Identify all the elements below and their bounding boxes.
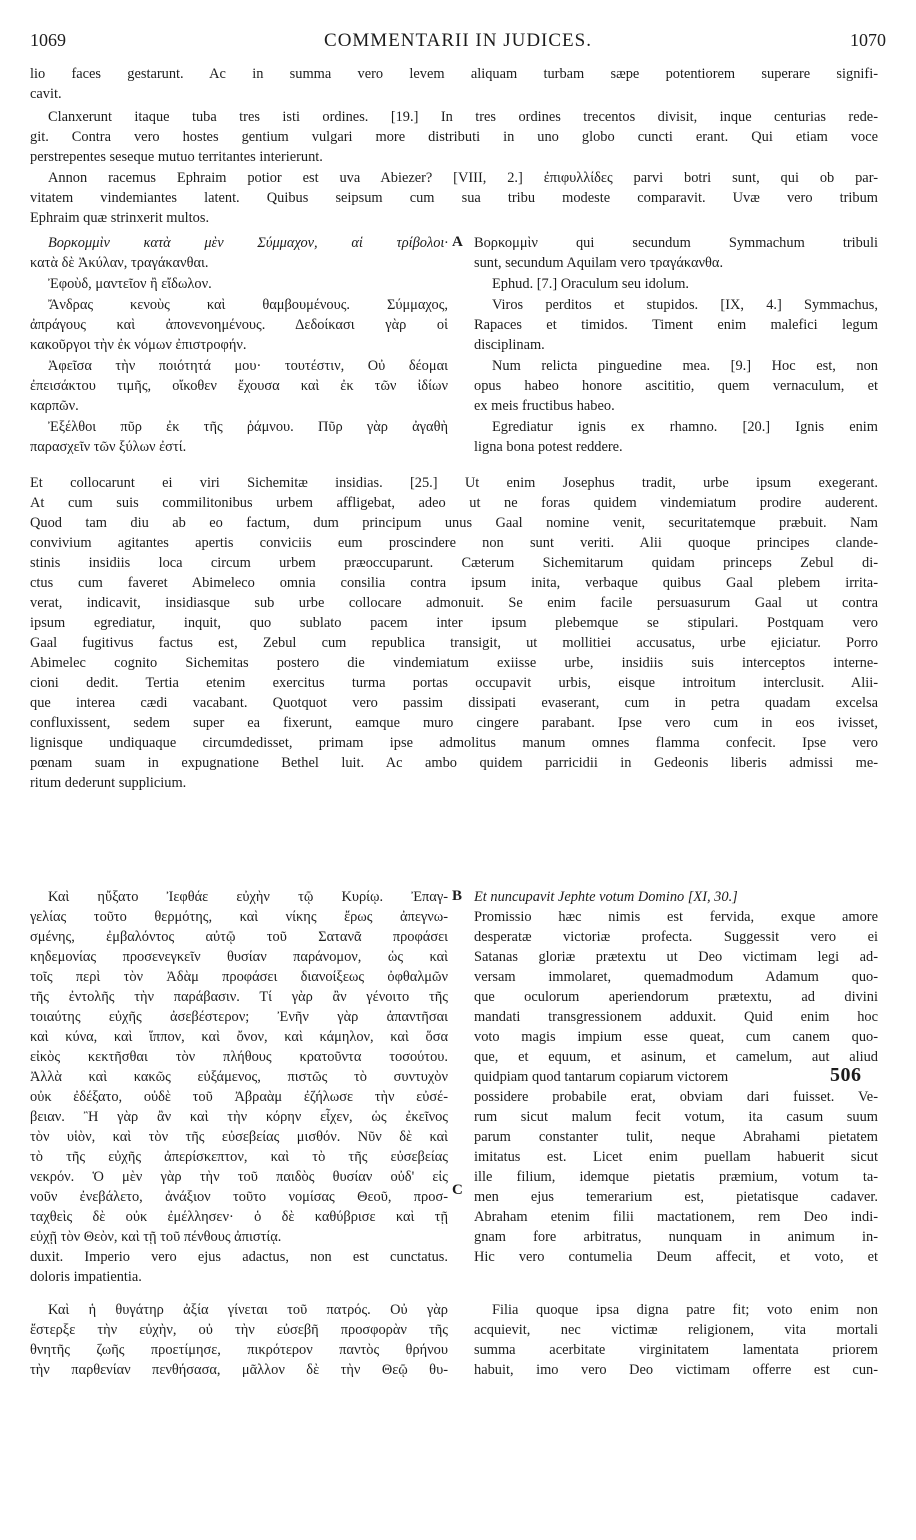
text-line: confluxissent, sedem super ea fixerunt, eamque muro cingere parabant. Ipse vero cum in eos ivisset, xyxy=(30,715,878,731)
greek-line: κακοῦργοι τὴν ἐκ νόμων ἐπιστροφήν. xyxy=(30,337,247,353)
greek-line: βειαν. Ἢ γὰρ ἂν καὶ τὴν κόρην εἶχεν, ὡς ἐκεῖνος xyxy=(30,1109,448,1125)
latin-line: imitatus est. Licet enim puellam habuerit sicut xyxy=(474,1149,878,1165)
greek-line: εὐχῇ τὸν Θεὸν, καὶ τῇ τοῦ πένθους ἀπιστίᾳ. xyxy=(30,1229,282,1245)
greek-line: Ἀφεῖσα τὴν ποιότητά μου· τουτέστιν, Οὐ δέομαι xyxy=(48,358,448,374)
running-title: COMMENTARII IN JUDICES. xyxy=(324,30,592,51)
latin-line: rum sicut malum fecit votum, ita casum suum xyxy=(474,1109,878,1125)
greek-line: ἔστερξε τὴν εὐχὴν, οὐ τὴν εὐσεβῆ προσφορὰν τῆς xyxy=(30,1322,448,1338)
text-line: Annon racemus Ephraim potior est uva Abiezer? [VIII, 2.] ἐπιφυλλίδες parvi botri sunt, qui ob par- xyxy=(48,170,878,186)
text-line: At cum suis commilitonibus urbem affligebat, adeo ut ne foras quidem vindemiatum prodire auderent. xyxy=(30,495,878,511)
text-line: ctus cum faveret Abimeleco omnia consilia contra ipsum inita, verbaque quibus Gaal plebem irrita- xyxy=(30,575,878,591)
margin-marker-b: B xyxy=(452,888,463,904)
page-number-left: 1069 xyxy=(30,30,66,50)
text-line: doloris impatientia. xyxy=(30,1269,142,1285)
text-line: Ephraim quæ strinxerit multos. xyxy=(30,210,210,226)
latin-line: habuit, imo vero Deo victimam offerre est cun- xyxy=(474,1362,878,1378)
latin-line: ligna bona potest reddere. xyxy=(474,439,623,455)
text-line: que interea cædi vacabant. Quotquot vero passim dissipati evaserant, cum in petra quadam excelsa xyxy=(30,695,878,711)
page-number-right: 1070 xyxy=(850,30,886,50)
latin-line: gnam fore arbitratus, nunquam in animum in- xyxy=(474,1229,878,1245)
latin-line: que, et equum, et asinum, et camelum, aut aliud xyxy=(474,1049,878,1065)
latin-line: sunt, secundum Aquilam vero τραγάκανθα. xyxy=(474,255,724,271)
latin-line: Viros perditos et stupidos. [IX, 4.] Symmachus, xyxy=(492,297,878,313)
latin-line: Ephud. [7.] Oraculum seu idolum. xyxy=(492,276,690,292)
greek-line: ἀπράγους καὶ ἀπονενοημένους. Δεδοίκασι γὰρ οἱ xyxy=(30,317,448,333)
latin-line: ex meis fructibus habeo. xyxy=(474,398,615,414)
latin-line: Promissio hæc nimis est fervida, exque amore xyxy=(474,909,878,925)
text-line: convivium agitantes apertis conviciis eum proscindere non sunt veriti. Alii quoque principes clande- xyxy=(30,535,878,551)
latin-line: mandati transgressionem adduxit. Quid enim hoc xyxy=(474,1009,878,1025)
page-marker-number: 506 xyxy=(830,1064,862,1086)
latin-line: parum constanter tulit, neque Abrahami pietatem xyxy=(474,1129,878,1145)
latin-line: opus habeo honore ascititio, quem vernaculum, et xyxy=(474,378,878,394)
latin-line: acquievit, nec victimæ religionem, vita mortali xyxy=(474,1322,878,1338)
greek-line: θνητῆς ζωῆς προετίμησε, πικρότερον παντὸς θρήνου xyxy=(30,1342,448,1358)
greek-line: Ἐφοὺδ, μαντεῖον ἢ εἴδωλον. xyxy=(48,276,212,292)
latin-line: voto magis impium esse queat, cum canem quo- xyxy=(474,1029,878,1045)
greek-line: τοιαύτης εὐχῆς ἀσεβέστερον; Ἐνῆν γὰρ ἀπαντῆσαι xyxy=(30,1009,448,1025)
greek-line: κηδεμονίας προσενεγκεῖν θυσίαν παράνομον, ὡς καὶ xyxy=(30,949,448,965)
latin-line: summa acerbitate virginitatem lamentata priorem xyxy=(474,1342,878,1358)
greek-line: παρασχεῖν τῶν ξύλων ἐστί. xyxy=(30,439,187,455)
text-line: ritum dederunt supplicium. xyxy=(30,775,187,791)
latin-line: Num relicta pinguedine mea. [9.] Hoc est, non xyxy=(492,358,878,374)
latin-line: quidpiam quod tantarum copiarum victorem xyxy=(474,1069,729,1085)
latin-line: Hic vero contumelia Deum affecit, et voto, et xyxy=(474,1249,878,1265)
greek-line: τοῖς περὶ τὸν Ἀδὰμ προφάσει διανοίξεως ὀφθαλμῶν xyxy=(30,969,448,985)
text-line: Gaal fugitivus factus est, Zebul cum republica transigit, ut mollitiei accusatus, urbe ejiciatur. Porro xyxy=(30,635,878,651)
greek-line: Ἀλλὰ καὶ κακῶς εὐξάμενος, πιστῶς τὸ συντυχὸν xyxy=(30,1069,448,1085)
latin-line: Filia quoque ipsa digna patre fit; voto enim non xyxy=(492,1302,878,1318)
margin-marker-a: A xyxy=(452,234,463,250)
greek-line: καρπῶν. xyxy=(30,398,79,414)
text-line: lio faces gestarunt. Ac in summa vero levem aliquam turbam sæpe potentiorem superare signifi- xyxy=(30,66,878,82)
text-line: git. Contra vero hostes gentium vulgari more distributi in uno globo cuncti erant. Qui etiam voce xyxy=(30,129,878,145)
greek-line: ἐπεισάκτου τιμῆς, οἴκοθεν ἔχουσα καὶ ἐκ τῶν ἰδίων xyxy=(30,378,448,394)
latin-line: Et nuncupavit Jephte votum Domino [XI, 30.] xyxy=(474,889,738,905)
greek-line: εἰκὸς κεκτῆσθαι τὸν πλήθους κρατοῦντα τοσούτου. xyxy=(30,1049,448,1065)
latin-line: disciplinam. xyxy=(474,337,545,353)
text-line: duxit. Imperio vero ejus adactus, non est cunctatus. xyxy=(30,1249,448,1265)
latin-line: Abraham etenim filii mactationem, rem Deo indi- xyxy=(474,1209,878,1225)
latin-line: versam immolaret, quemadmodum Adamum quo- xyxy=(474,969,878,985)
greek-line: γελίας τοῦτο θερμότης, καὶ νίκης ἔρως ἀπεγνω- xyxy=(30,909,448,925)
latin-line: Βορκομμὶν qui secundum Symmachum tribuli xyxy=(474,235,878,251)
greek-line: νοῦν ἐνεβάλετο, ἀνάξιον τοῦτο νομίσας Θεοῦ, προσ- xyxy=(30,1189,448,1205)
greek-line: οὐκ ἐδέξατο, οὐδὲ τοῦ Ἀβραὰμ ἐζήλωσε τὴν εὐσέ- xyxy=(30,1089,448,1105)
page-header xyxy=(30,30,886,56)
text-line: Quod tam diu ab eo factum, dum principum unus Gaal nomine venit, securitatemque præbuit. Nam xyxy=(30,515,878,531)
greek-line: Ἄνδρας κενοὺς καὶ θαμβουμένους. Σύμμαχος, xyxy=(48,297,448,313)
margin-marker-c: C xyxy=(452,1182,463,1198)
text-line: cavit. xyxy=(30,86,62,102)
text-line: Clanxerunt itaque tuba tres isti ordines. [19.] In tres ordines trecentos divisit, inque centurias rede- xyxy=(48,109,878,125)
text-line: ipsum egrediatur, inquit, quo sublato pacem inter ipsum plebemque se stipulari. Postquam vero xyxy=(30,615,878,631)
greek-line: Ἐξέλθοι πῦρ ἐκ τῆς ῥάμνου. Πῦρ γὰρ ἀγαθὴ xyxy=(48,419,448,435)
latin-line: ille filium, idemque pietatis præmium, votum ta- xyxy=(474,1169,878,1185)
latin-line: Satanas gloriæ prætextu ut Deo victimam legi ad- xyxy=(474,949,878,965)
greek-line: ταχθεὶς δὲ οὐκ ἐμέλλησεν· ὁ δὲ καθύβρισε καὶ τῇ xyxy=(30,1209,448,1225)
text-line: cioni dedit. Tertia etenim exercitus turma portas occupavit urbis, eisque introitum interclusit. Alii- xyxy=(30,675,878,691)
text-line: verat, indicavit, insidiasque sub urbe collocare admonuit. Se enim facile persuasurum Gaal ut contra xyxy=(30,595,878,611)
latin-line: possidere probabile erat, obviam dari fuisset. Ve- xyxy=(474,1089,878,1105)
greek-line: τὸ τῆς εὐχῆς ἀπερίσκεπτον, καὶ τὸ τῆς εὐσεβείας xyxy=(30,1149,448,1165)
text-line: lignisque undiquaque circumdedisset, primam ipse admolitus manum omnes flamma confecit. Ipse vero xyxy=(30,735,878,751)
latin-line: que oculorum aperiendorum prætextu, ad divini xyxy=(474,989,878,1005)
greek-line: Βορκομμὶν κατὰ μὲν Σύμμαχον, αἱ τρίβολοι· xyxy=(48,235,448,251)
text-line: pœnam suam in expugnatione Bethel luit. Ac ambo quidem parricidii in Gedeonis liberis admissi me- xyxy=(30,755,878,771)
latin-line: Egrediatur ignis ex rhamno. [20.] Ignis enim xyxy=(492,419,878,435)
latin-line: Rapaces et timidos. Timent enim malefici legum xyxy=(474,317,878,333)
greek-line: τὸν υἱὸν, καὶ τὸν τῆς εὐσεβείας μισθόν. Νῦν δὲ καὶ xyxy=(30,1129,448,1145)
greek-line: κατὰ δὲ Ἀκύλαν, τραγάκανθαι. xyxy=(30,255,209,271)
text-line: perstrepentes seseque mutuo territantes interierunt. xyxy=(30,149,323,165)
text-line: stinis insidiis loca circum urbem præoccuparunt. Cæterum Sichemitarum quidam princeps Zebul di- xyxy=(30,555,878,571)
greek-line: Καὶ ἡ θυγάτηρ ἀξία γίνεται τοῦ πατρός. Οὐ γὰρ xyxy=(48,1302,448,1318)
greek-line: τῆς ἐντολῆς τὴν παράβασιν. Τί γὰρ ἂν γένοιτο τῆς xyxy=(30,989,448,1005)
greek-line: τὴν παρθενίαν πενθήσασα, μᾶλλον δὲ τὴν Θεῷ θυ- xyxy=(30,1362,448,1378)
latin-line: men ejus temerarium est, pietatisque cadaver. xyxy=(474,1189,878,1205)
greek-line: Καὶ ηὔξατο Ἰεφθάε εὐχὴν τῷ Κυρίῳ. Ἐπαγ- xyxy=(48,889,448,905)
latin-line: desperatæ victoriæ profecta. Suggessit vero ei xyxy=(474,929,878,945)
text-line: Et collocarunt ei viri Sichemitæ insidias. [25.] Ut enim Josephus tradit, urbe ipsum exegerant. xyxy=(30,475,878,491)
greek-line: καὶ κύνα, καὶ ἵππον, καὶ ὄνον, καὶ κάμηλον, καὶ ὅσα xyxy=(30,1029,448,1045)
text-line: vitatem vindemiantes latent. Quibus seipsum cum sua tribu modeste comparavit. Uvæ vero tribum xyxy=(30,190,878,206)
greek-line: νεκρόν. Ὁ μὲν γὰρ τὴν τοῦ παιδὸς θυσίαν οὐδ' εἰς xyxy=(30,1169,448,1185)
greek-line: σμένης, ἐμβαλόντος αὐτῷ τοῦ Σατανᾶ προφάσει xyxy=(30,929,448,945)
text-line: Abimelec cognito Sichemitas postero die vindemiatum exiisse urbe, insidiis suis interceptos interne- xyxy=(30,655,878,671)
